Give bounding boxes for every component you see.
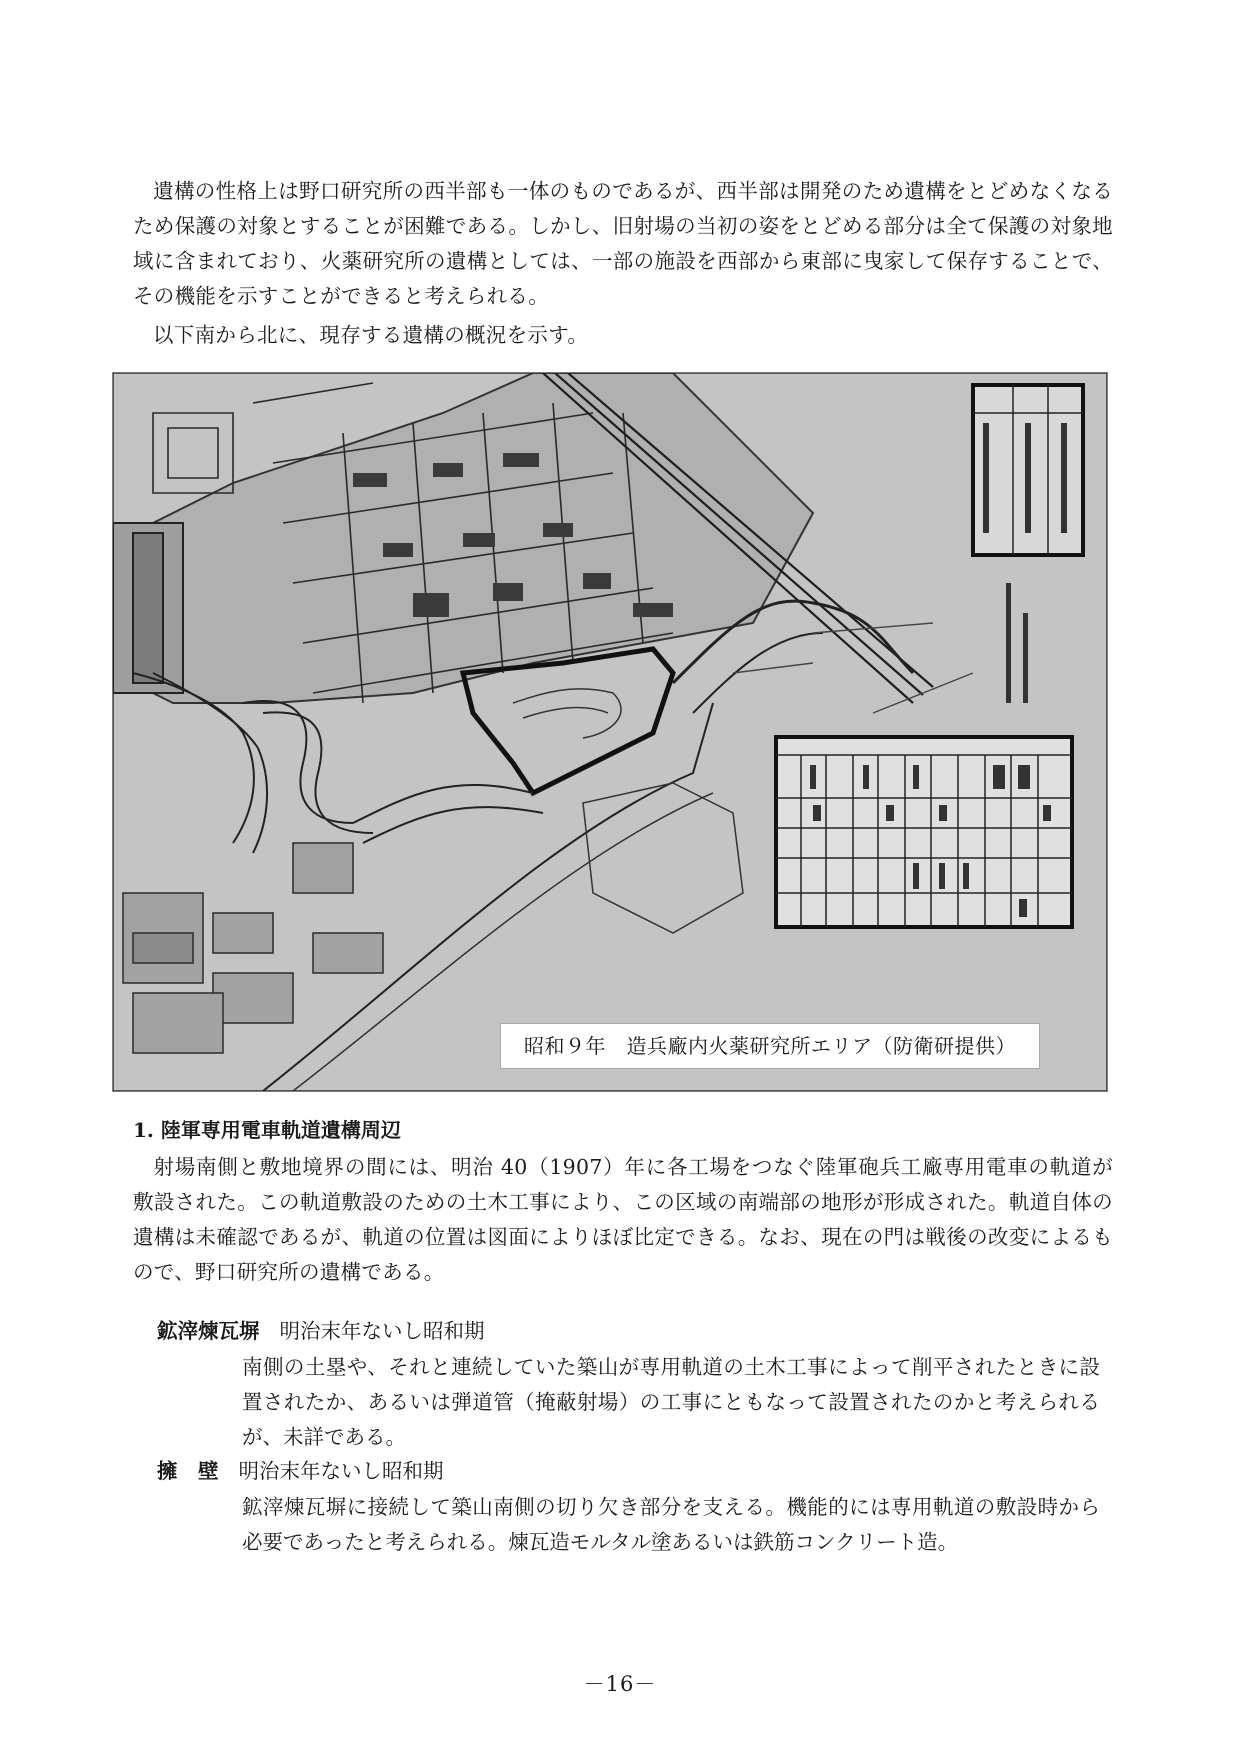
item-title-slag-brick-wall — [157, 1316, 485, 1346]
item-desc-retaining-wall: 鉱滓煉瓦塀に接続して築山南側の切り欠き部分を支える。機能的には専用軌道の敷設時から必要であったと考えられる。煉瓦造モルタル塗あるいは鉄筋コンクリート造。 — [242, 1495, 1100, 1554]
item-name: 擁 壁 — [157, 1459, 219, 1483]
item-title-retaining-wall — [157, 1456, 444, 1486]
map-illustration — [113, 373, 1107, 1091]
page-number: －16－ — [583, 1672, 657, 1696]
item-desc-slag-brick-wall: 南側の土塁や、それと連続していた築山が専用軌道の土木工事によって削平されたときに設置されたか、あるいは弾道管（掩蔽射場）の工事にともなって設置されたのかと考えられるが、未詳である。 — [242, 1355, 1100, 1449]
historical-map-figure — [112, 372, 1108, 1092]
item-period: 明治末年ないし昭和期 — [279, 1319, 485, 1343]
item-name: 鉱滓煉瓦塀 — [157, 1319, 260, 1343]
item-period: 明治末年ないし昭和期 — [238, 1459, 444, 1483]
intro-paragraph-2: 以下南から北に、現存する遺構の概況を示す。 — [153, 323, 589, 347]
figure-caption: 昭和９年 造兵廠内火薬研究所エリア（防衛研提供） — [500, 1023, 1040, 1069]
section-heading: 1. 陸軍専用電車軌道遺構周辺 — [133, 1118, 401, 1142]
intro-paragraph-1: 遺構の性格上は野口研究所の西半部も一体のものであるが、西半部は開発のため遺構をとどめなくなるため保護の対象とすることが困難である。しかし、旧射場の当初の姿をとどめる部分は全て保護の対象地域に含まれており、火薬研究所の遺構としては、一部の施設を西部から東部に曳家して保存することで、その機能を示すことができると考えられる。 — [133, 179, 1113, 308]
section-body: 射場南側と敷地境界の間には、明治 40（1907）年に各工場をつなぐ陸軍砲兵工廠専用電車の軌道が敷設された。この軌道敷設のための土木工事により、この区域の南端部の地形が形成された。軌道自体の遺構は未確認であるが、軌道の位置は図面によりほぼ比定できる。なお、現在の門は戦後の改変によるもので、野口研究所の遺構である。 — [133, 1155, 1113, 1284]
